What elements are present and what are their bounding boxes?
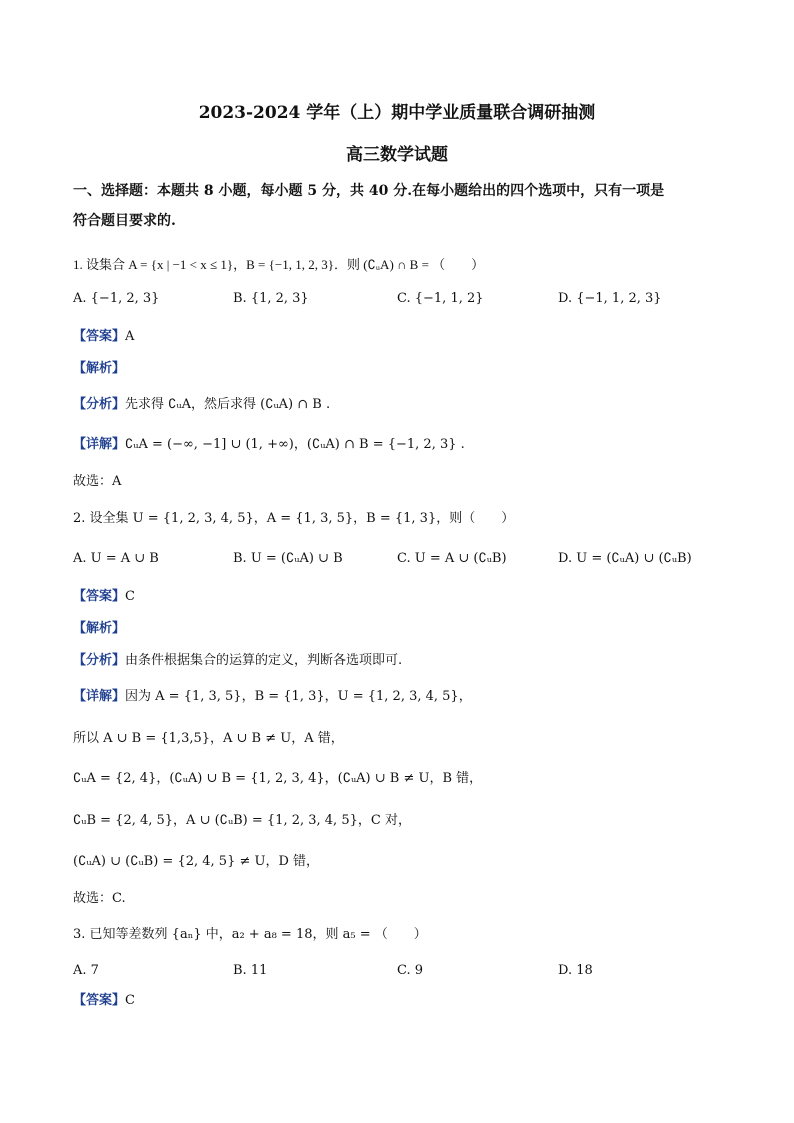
q2-step-4: (∁ᵤA) ∪ (∁ᵤB) = {2, 4, 5} ≠ U，D 错， — [73, 854, 320, 869]
section-heading-line1: 一、选择题：本题共 8 小题，每小题 5 分，共 40 分.在每小题给出的四个选项中，只有一项是 — [73, 183, 665, 199]
q1-option-b: B. {1, 2, 3} — [233, 291, 309, 306]
q2-choose: 故选：C. — [73, 891, 126, 906]
q3-option-b: B. 11 — [233, 963, 268, 978]
q1-detail-tag: 【详解】 — [73, 437, 126, 452]
q1-option-d: D. {−1, 1, 2, 3} — [558, 291, 662, 306]
q2-option-c: C. U = A ∪ (∁ᵤB) — [397, 551, 507, 566]
q2-fenxi-row — [73, 652, 734, 670]
q3-option-a: A. 7 — [73, 963, 99, 978]
q1-option-a: A. {−1, 2, 3} — [73, 291, 160, 306]
q1-answer: A — [125, 329, 135, 344]
q1-answer-tag: 【答案】 — [73, 329, 126, 344]
q2-fenxi-tag: 【分析】 — [73, 653, 126, 668]
q3-answer-row — [73, 992, 734, 1010]
q3-answer-tag: 【答案】 — [73, 993, 126, 1008]
q1-answer-row — [73, 328, 734, 346]
q2-option-d: D. U = (∁ᵤA) ∪ (∁ᵤB) — [558, 551, 692, 566]
q2-answer: C — [125, 589, 135, 604]
q1-option-c: C. {−1, 1, 2} — [397, 291, 484, 306]
q2-analysis-tag: 【解析】 — [73, 621, 126, 636]
q1-choose: 故选：A — [73, 474, 122, 489]
q2-detail: 因为 A = {1, 3, 5}，B = {1, 3}，U = {1, 2, 3, 4, 5}， — [125, 689, 472, 704]
q1-detail-row — [73, 436, 734, 454]
q1-analysis-tag: 【解析】 — [73, 361, 126, 376]
q3-answer: C — [125, 993, 135, 1008]
q2-detail-row — [73, 688, 734, 706]
q2-step-3: ∁ᵤB = {2, 4, 5}，A ∪ (∁ᵤB) = {1, 2, 3, 4, 5}，C 对， — [73, 813, 411, 828]
q2-step-1: 所以 A ∪ B = {1,3,5}，A ∪ B ≠ U，A 错， — [73, 731, 344, 746]
q2-detail-tag: 【详解】 — [73, 689, 126, 704]
q2-answer-row — [73, 588, 734, 606]
section-heading-line2: 符合题目要求的. — [73, 213, 176, 229]
q2-fenxi: 由条件根据集合的运算的定义，判断各选项即可. — [125, 653, 403, 668]
q2-step-2: ∁ᵤA = {2, 4}，(∁ᵤA) ∪ B = {1, 2, 3, 4}，(∁ᵤA) ∪ B ≠ U，B 错， — [73, 771, 483, 786]
q1-fenxi-tag: 【分析】 — [73, 397, 126, 412]
q2-option-b: B. U = (∁ᵤA) ∪ B — [233, 551, 343, 566]
q3-option-c: C. 9 — [397, 963, 424, 978]
q1-fenxi: 先求得 ∁ᵤA，然后求得 (∁ᵤA) ∩ B . — [125, 397, 331, 412]
q2-answer-tag: 【答案】 — [73, 589, 126, 604]
q1-analysis-row — [73, 360, 734, 378]
document-title: 2023-2024 学年（上）期中学业质量联合调研抽测 — [198, 103, 596, 123]
q3-option-d: D. 18 — [558, 963, 593, 978]
q2-analysis-row — [73, 620, 734, 638]
q1-stem: 1. 设集合 A = {x | −1 < x ≤ 1}，B = {−1, 1, 2, 3}．则 (∁ᵤA) ∩ B = （ ） — [73, 257, 485, 272]
document-subtitle: 高三数学试题 — [346, 145, 448, 165]
q2-option-a: A. U = A ∪ B — [73, 551, 159, 566]
q1-fenxi-row — [73, 396, 734, 414]
q2-stem: 2. 设全集 U = {1, 2, 3, 4, 5}，A = {1, 3, 5}，B = {1, 3}，则（ ） — [73, 511, 515, 526]
q1-detail: ∁ᵤA = (−∞, −1] ∪ (1, +∞)，(∁ᵤA) ∩ B = {−1, 2, 3} . — [125, 437, 465, 452]
q3-stem: 3. 已知等差数列 {aₙ} 中，a₂ + a₈ = 18，则 a₅ = （ ） — [73, 927, 427, 942]
